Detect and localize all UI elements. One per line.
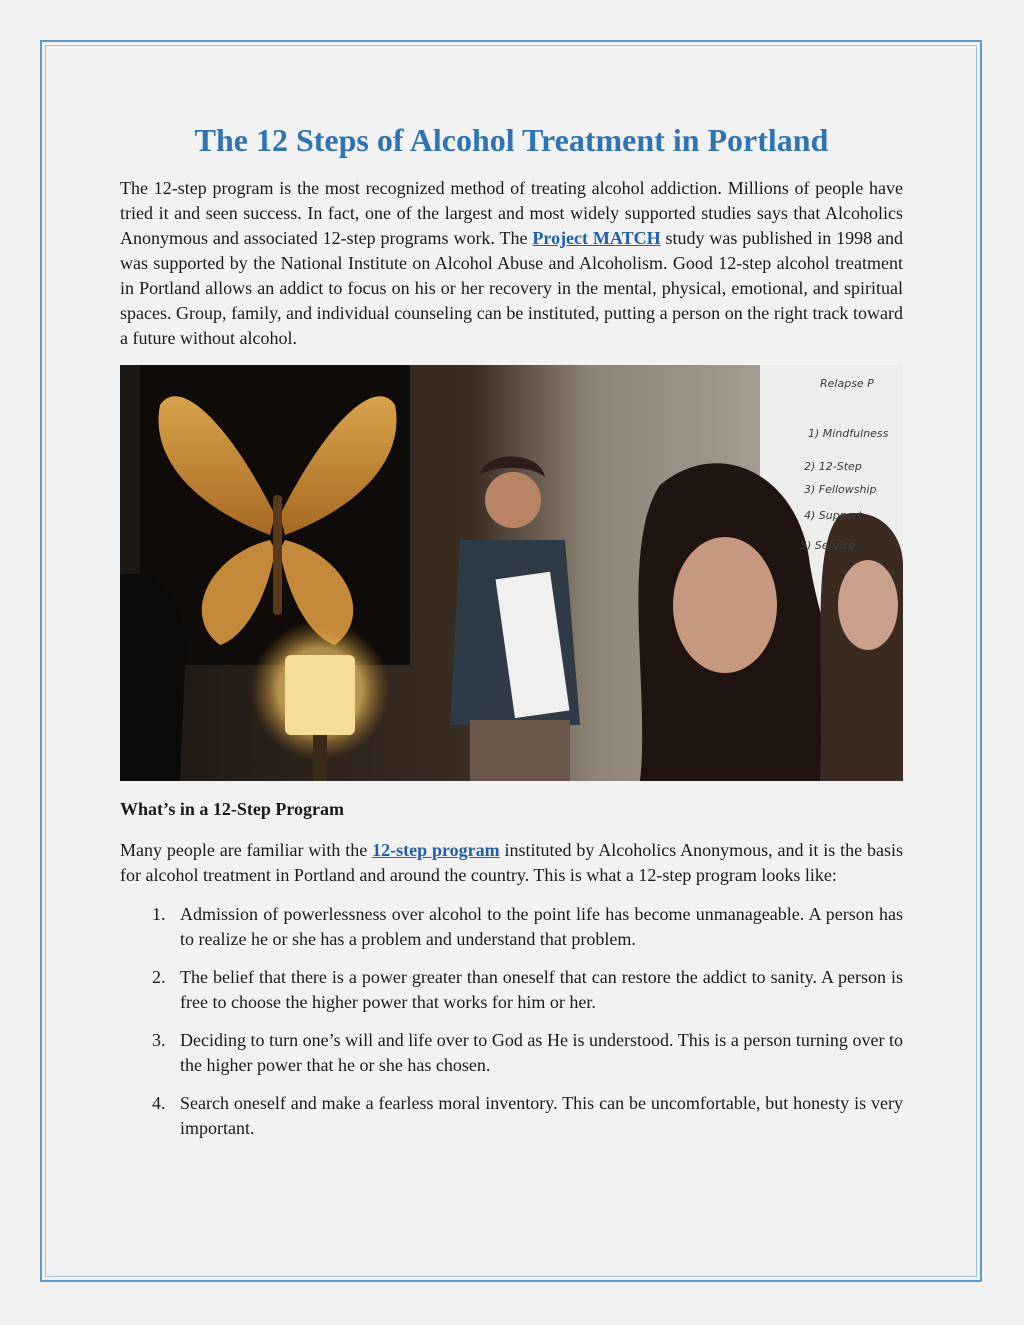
- whiteboard-line: 5) Service: [800, 539, 856, 552]
- counseling-session-photo: [120, 365, 903, 781]
- step-text: Deciding to turn one’s will and life over to God as He is understood. This is a person turning over to the higher power that he or she has chosen.: [180, 1030, 903, 1075]
- step-number: 4.: [152, 1093, 166, 1113]
- whiteboard-line: 1) Mindfulness: [808, 427, 889, 440]
- project-match-link[interactable]: Project MATCH: [532, 228, 661, 248]
- whiteboard-line: 2) 12-Step: [804, 460, 862, 473]
- intro-paragraph: [120, 176, 903, 351]
- intro-text-1: The 12-step program is the most recognized method of treating alcohol addiction. Millions of people have tried it and seen success. In fact, one of the largest and most widely supported studies says that Alcoholics Anonymous and associated 12-step programs work. The: [120, 178, 903, 248]
- list-item: [120, 1091, 903, 1141]
- section-intro-paragraph: [120, 838, 903, 888]
- page-title: The 12 Steps of Alcohol Treatment in Portland: [194, 122, 829, 158]
- intro-text-2: study was published in 1998 and was supported by the National Institute on Alcohol Abuse and Alcoholism. Good 12-step alcohol treatment in Portland allows an addict to focus on his or her recovery in the mental, physical, emotional, and spiritual spaces. Group, family, and individual counseling can be instituted, putting a person on the right track toward a future without alcohol.: [120, 228, 903, 348]
- list-item: [120, 902, 903, 952]
- list-item: [120, 1028, 903, 1078]
- section-intro-text-2: instituted by Alcoholics Anonymous, and it is the basis for alcohol treatment in Portland and around the country. This is what a 12-step program looks like:: [120, 840, 903, 885]
- step-text: Search oneself and make a fearless moral inventory. This can be uncomfortable, but honesty is very important.: [180, 1093, 903, 1138]
- step-number: 3.: [152, 1030, 166, 1050]
- section-intro-text-1: Many people are familiar with the: [120, 840, 373, 860]
- steps-list: [120, 902, 903, 1141]
- list-item: [120, 965, 903, 1015]
- step-number: 2.: [152, 967, 166, 987]
- section-heading: What’s in a 12-Step Program: [120, 799, 344, 819]
- step-number: 1.: [152, 904, 166, 924]
- document-body: [120, 118, 903, 1154]
- step-text: Admission of powerlessness over alcohol to the point life has become unmanageable. A person has to realize he or she has a problem and understand that problem.: [180, 904, 903, 949]
- whiteboard-line: 4) Support: [804, 509, 863, 522]
- whiteboard-line: 3) Fellowship: [804, 483, 877, 496]
- step-text: The belief that there is a power greater than oneself that can restore the addict to sanity. A person is free to choose the higher power that works for him or her.: [180, 967, 903, 1012]
- whiteboard-line: Relapse P: [820, 377, 874, 390]
- twelve-step-program-link[interactable]: 12-step program: [372, 840, 500, 860]
